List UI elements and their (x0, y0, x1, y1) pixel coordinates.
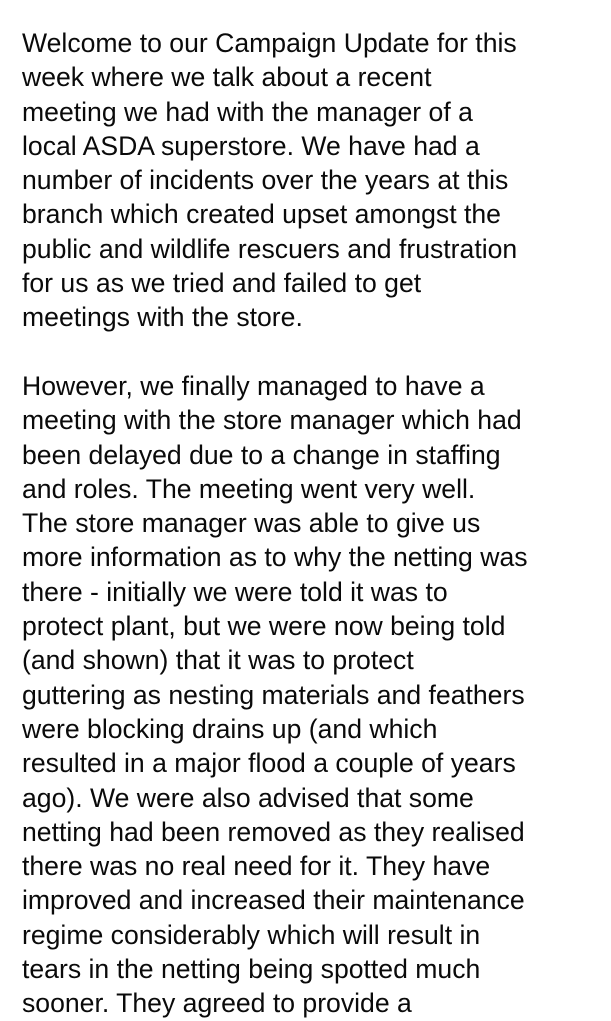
text-line: ago). We were also advised that some (22, 782, 474, 813)
text-line: more information as to why the netting was (22, 542, 528, 573)
text-line: week where we talk about a recent (22, 62, 432, 93)
paragraph-meeting (22, 369, 597, 1021)
text-line: improved and increased their maintenance (22, 885, 525, 916)
text-line: branch which created upset amongst the (22, 199, 501, 230)
text-line: meetings with the store. (22, 302, 303, 333)
text-line: meeting we had with the manager of a (22, 96, 473, 127)
text-line: Welcome to our Campaign Update for this (22, 28, 517, 58)
text-line: there - initially we were told it was to (22, 576, 448, 607)
text-line: and roles. The meeting went very well. (22, 473, 476, 504)
text-line: for us as we tried and failed to get (22, 268, 422, 299)
text-line: public and wildlife rescuers and frustration (22, 233, 518, 264)
text-line: meeting with the store manager which had (22, 405, 522, 436)
text-line: resulted in a major flood a couple of years (22, 748, 516, 779)
campaign-update-post (22, 26, 597, 1021)
text-line: guttering as nesting materials and feathers (22, 679, 525, 710)
text-line: there was no real need for it. They have (22, 851, 491, 882)
text-line: were blocking drains up (and which (22, 713, 438, 744)
text-line: number of incidents over the years at this (22, 165, 509, 196)
text-line: local ASDA superstore. We have had a (22, 130, 480, 161)
text-line: (and shown) that it was to protect (22, 645, 414, 676)
text-line: However, we finally managed to have a (22, 370, 485, 401)
text-line: tears in the netting being spotted much (22, 954, 481, 985)
text-line: The store manager was able to give us (22, 508, 481, 539)
text-line: netting had been removed as they realised (22, 816, 525, 847)
text-line: regime considerably which will result in (22, 919, 481, 950)
paragraph-gap (22, 335, 597, 369)
text-line: been delayed due to a change in staffing (22, 439, 501, 470)
text-line: sooner. They agreed to provide a (22, 988, 412, 1019)
text-line: protect plant, but we were now being told (22, 611, 506, 642)
paragraph-intro (22, 26, 597, 335)
